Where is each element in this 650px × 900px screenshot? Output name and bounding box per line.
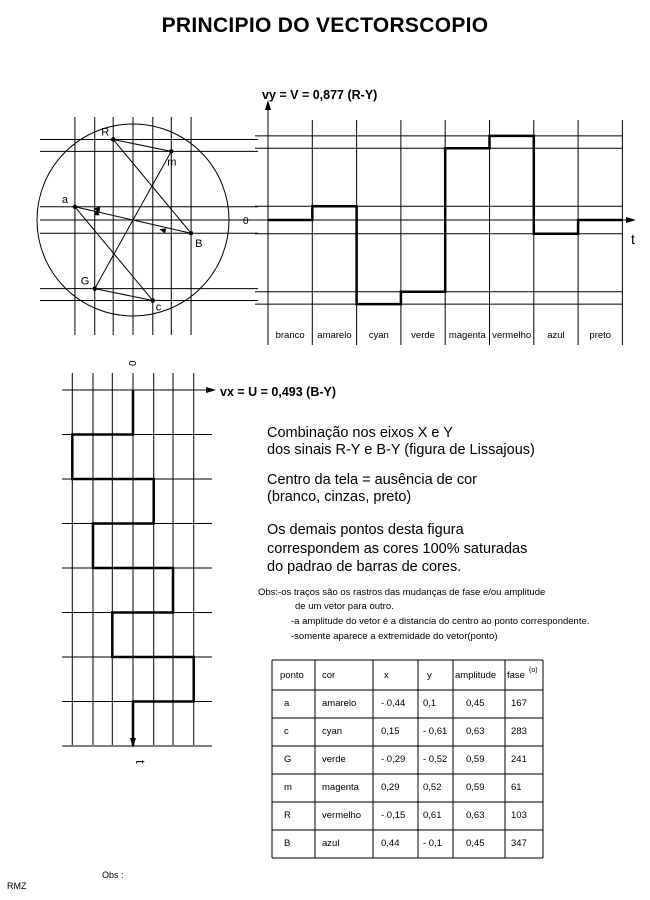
bar-name-label: verde bbox=[411, 330, 435, 341]
t-axis-label: t bbox=[631, 231, 635, 247]
vector-point bbox=[73, 205, 77, 209]
table-cell: 283 bbox=[511, 726, 527, 737]
vector-point bbox=[189, 231, 193, 235]
t-axis-label: t bbox=[133, 760, 148, 764]
bar-name-label: cyan bbox=[368, 330, 389, 341]
zero-label: 0 bbox=[128, 360, 139, 366]
vy-title: vy = V = 0,877 (R-Y) bbox=[262, 88, 378, 102]
table-cell: cyan bbox=[322, 726, 343, 737]
paragraph-center bbox=[267, 472, 477, 506]
obs-line-1: Obs:-os traços são os rastros das mudanças de fase e/ou amplitude bbox=[258, 587, 546, 598]
table-cell: 0,15 bbox=[381, 726, 400, 737]
point-label: m bbox=[167, 156, 177, 169]
bar-name-label: amarelo bbox=[317, 330, 352, 341]
point-label: a bbox=[61, 193, 69, 206]
point-label: R bbox=[101, 126, 110, 139]
table-cell: 241 bbox=[511, 754, 527, 765]
table-cell: amarelo bbox=[322, 698, 357, 709]
table-cell: 0,1 bbox=[423, 698, 437, 709]
table-cell: c bbox=[284, 726, 289, 737]
table-cell: 0,44 bbox=[381, 838, 400, 849]
table-cell: - 0,15 bbox=[381, 810, 406, 821]
table-cell: - 0,52 bbox=[423, 754, 448, 765]
table-cell: - 0,29 bbox=[381, 754, 406, 765]
t-axis-arrow-icon bbox=[626, 217, 636, 223]
table-cell: magenta bbox=[322, 782, 359, 793]
paragraph-line: dos sinais R-Y e B-Y (figura de Lissajous) bbox=[267, 442, 535, 458]
table-cell: m bbox=[284, 782, 292, 793]
table-cell: G bbox=[284, 754, 292, 765]
table-cell: 61 bbox=[511, 782, 522, 793]
table-cell: - 0,61 bbox=[423, 726, 448, 737]
table-cell: 167 bbox=[511, 698, 527, 709]
paragraph-saturated bbox=[267, 521, 527, 577]
bar-name-label: magenta bbox=[448, 330, 486, 341]
table-header: fase bbox=[507, 670, 525, 681]
table-cell: - 0,44 bbox=[381, 698, 406, 709]
point-label: B bbox=[195, 238, 203, 251]
vy-waveform bbox=[243, 88, 636, 345]
point-label: G bbox=[80, 275, 90, 288]
table-cell: - 0,1 bbox=[423, 838, 443, 849]
table-cell: verde bbox=[322, 754, 346, 765]
table-cell: 0,59 bbox=[466, 782, 485, 793]
paragraph-line: correspondem as cores 100% saturadas bbox=[267, 540, 528, 557]
vector-point bbox=[169, 149, 173, 153]
trace-arrow-icon bbox=[159, 228, 166, 233]
vx-title: vx = U = 0,493 (B-Y) bbox=[220, 385, 337, 399]
table-cell: 347 bbox=[511, 838, 527, 849]
footer-obs: Obs : bbox=[102, 870, 124, 880]
obs-line-2: de um vetor para outro. bbox=[295, 601, 394, 612]
bar-name-label: azul bbox=[547, 330, 565, 341]
paragraph-line: do padrao de barras de cores. bbox=[267, 559, 462, 575]
table-cell: azul bbox=[322, 838, 340, 849]
table-cell: 0,52 bbox=[423, 782, 442, 793]
table-cell: 0,45 bbox=[466, 698, 485, 709]
table-cell: B bbox=[284, 838, 291, 849]
table-header: ponto bbox=[280, 670, 304, 681]
obs-line-4: -somente aparece a extremidade do vetor(ponto) bbox=[291, 631, 498, 642]
obs-line-3: -a amplitude do vetor é a distancia do centro ao ponto correspondente. bbox=[291, 616, 590, 627]
paragraph-line: (branco, cinzas, preto) bbox=[267, 489, 412, 505]
table-cell: 0,61 bbox=[423, 810, 442, 821]
table-cell: 0,45 bbox=[466, 838, 485, 849]
zero-label: 0 bbox=[243, 216, 249, 227]
table-header: y bbox=[427, 670, 432, 681]
vx-axis-arrow-icon bbox=[206, 387, 216, 393]
vector-point bbox=[93, 286, 97, 290]
bar-name-label: branco bbox=[275, 330, 305, 341]
table-cell: 0,59 bbox=[466, 754, 485, 765]
point-label: c bbox=[155, 301, 162, 314]
table-cell: R bbox=[284, 810, 291, 821]
table-cell: vermelho bbox=[322, 810, 362, 821]
bar-name-label: vermelho bbox=[492, 330, 532, 341]
table-cell: 0,63 bbox=[466, 726, 485, 737]
table-header: amplitude bbox=[455, 670, 497, 681]
footer-author: RMZ bbox=[7, 881, 27, 891]
table-cell: 103 bbox=[511, 810, 527, 821]
table-cell: 0,63 bbox=[466, 810, 485, 821]
bar-name-label: preto bbox=[589, 330, 612, 341]
vector-point bbox=[151, 298, 155, 302]
table-header: cor bbox=[322, 670, 336, 681]
vector-trace-line bbox=[113, 139, 191, 233]
vector-point bbox=[111, 137, 115, 141]
page-title: PRINCIPIO DO VECTORSCOPIO bbox=[161, 14, 489, 37]
paragraph-line: Centro da tela = ausência de cor bbox=[267, 472, 477, 488]
phase-table bbox=[272, 660, 543, 858]
lissajous-figure bbox=[37, 117, 258, 335]
paragraph-line: Os demais pontos desta figura bbox=[267, 522, 464, 538]
paragraph-line: Combinação nos eixos X e Y bbox=[267, 425, 453, 441]
table-cell: a bbox=[284, 698, 290, 709]
table-cell: 0,29 bbox=[381, 782, 400, 793]
paragraph-combination bbox=[267, 425, 535, 459]
fase-superscript: (o) bbox=[529, 667, 538, 674]
table-header: x bbox=[384, 670, 389, 681]
